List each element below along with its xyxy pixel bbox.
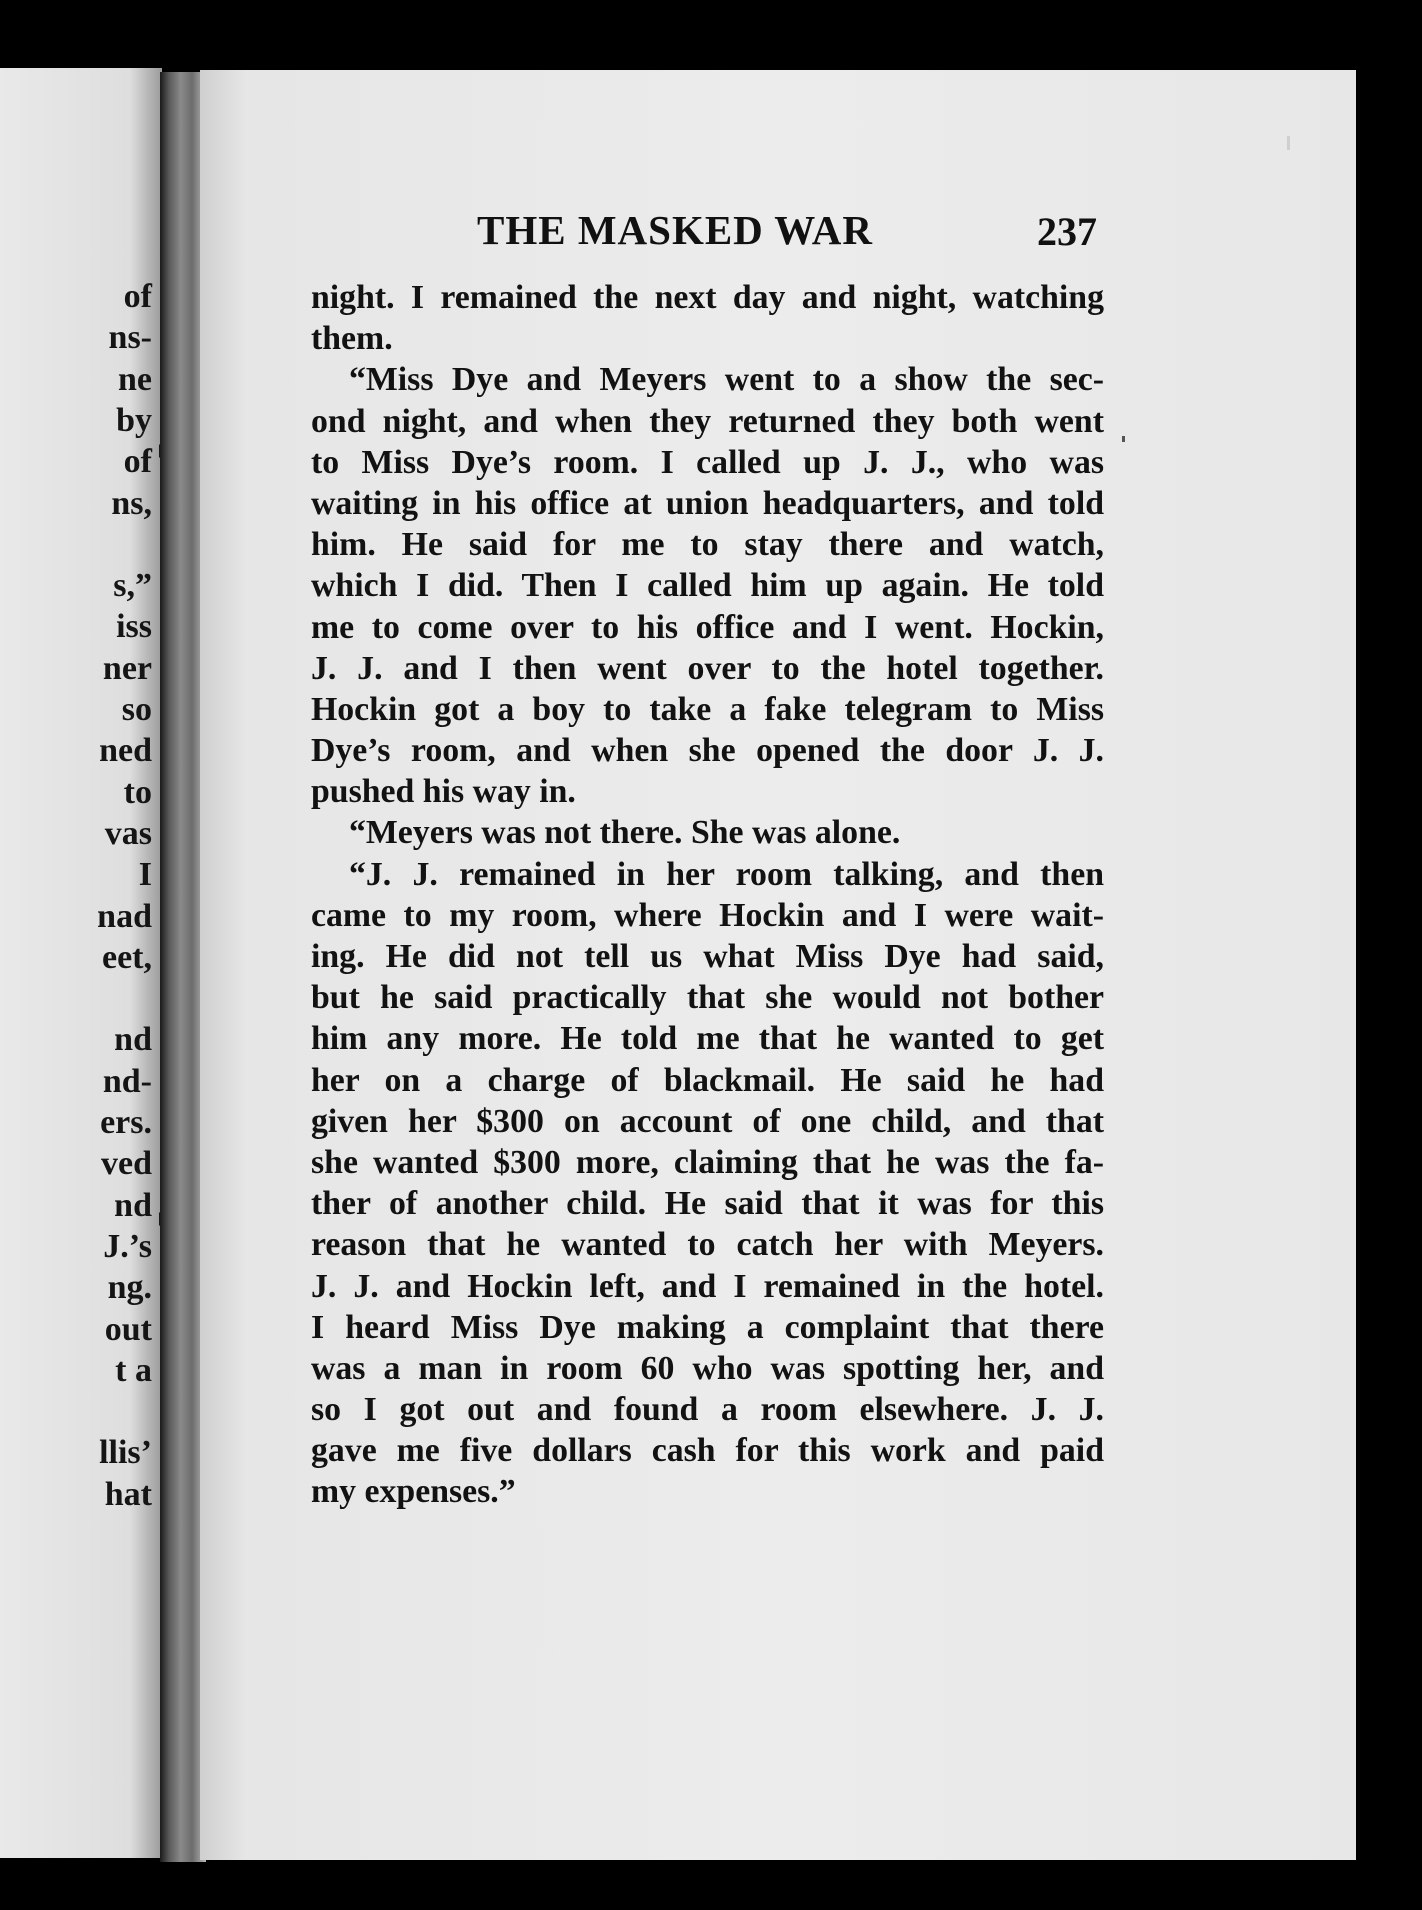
left-page-fragment: ns, [111, 484, 152, 522]
left-page-fragment: t a [115, 1351, 152, 1389]
left-page-fragment: ns- [108, 319, 152, 357]
left-page-fragment: nd [114, 1021, 152, 1059]
left-page-fragment: eet, [101, 938, 152, 976]
text-line: him. He said for me to stay there and watch, [311, 526, 1104, 564]
text-line: which I did. Then I called him up again. He told [311, 567, 1104, 605]
left-page-fragment: nad [97, 897, 152, 935]
text-line: me to come over to his office and I went. Hockin, [311, 608, 1104, 646]
text-line: my expenses.” [311, 1473, 516, 1511]
text-line: given her $300 on account of one child, and that [311, 1102, 1104, 1140]
paragraph [311, 812, 1104, 853]
left-page-fragment: ved [101, 1145, 152, 1183]
text-line: J. J. and Hockin left, and I remained in the hotel. [311, 1267, 1104, 1305]
left-page-fragment: hat [104, 1475, 152, 1513]
text-line: him any more. He told me that he wanted to get [311, 1020, 1104, 1058]
left-page-fragment: ers. [100, 1104, 152, 1141]
text-line: reason that he wanted to catch her with Meyers. [311, 1226, 1104, 1264]
left-page-fragment: iss [116, 608, 152, 646]
text-line: but he said practically that she would not bother [311, 979, 1104, 1017]
paragraph [311, 854, 1104, 1513]
left-page-fragment: nd [114, 1186, 152, 1224]
text-line: Hockin got a boy to take a fake telegram to Miss [311, 690, 1104, 728]
text-line: “Miss Dye and Meyers went to a show the sec- [349, 361, 1104, 399]
page-number: 237 [1037, 209, 1097, 254]
text-line: so I got out and found a room elsewhere. J. J. [311, 1391, 1104, 1429]
left-page-fragment: llis’ [99, 1434, 152, 1472]
left-page-fragment: out [104, 1310, 152, 1348]
left-page-fragment: ned [99, 732, 152, 770]
left-page-fragment: of [123, 443, 152, 481]
left-page-fragment: ner [102, 649, 152, 687]
text-line: her on a charge of blackmail. He said he had [311, 1061, 1104, 1099]
text-line: to Miss Dye’s room. I called up J. J., who was [311, 443, 1104, 481]
scan-speck [1287, 136, 1290, 150]
paragraph [311, 359, 1104, 812]
text-line: ther of another child. He said that it was for this [311, 1185, 1104, 1223]
text-line: I heard Miss Dye making a complaint that there [311, 1308, 1104, 1346]
left-page-fragment: I [138, 856, 152, 894]
scan-speck [1122, 436, 1125, 442]
text-line: was a man in room 60 who was spotting her, and [311, 1349, 1104, 1387]
text-line: she wanted $300 more, claiming that he was the fa- [311, 1143, 1104, 1181]
text-line: pushed his way in. [311, 773, 576, 811]
text-line: came to my room, where Hockin and I were wait- [311, 896, 1104, 934]
text-line: ing. He did not tell us what Miss Dye had said, [311, 938, 1104, 975]
left-page-fragment: vas [104, 814, 152, 852]
paragraph [311, 277, 1104, 359]
text-line: waiting in his office at union headquarters, and told [311, 484, 1104, 522]
body-text [311, 277, 1104, 1513]
left-page-fragment: by [116, 401, 152, 439]
text-line: Dye’s room, and when she opened the door J. J. [311, 732, 1104, 770]
left-page-fragment: ng. [107, 1269, 152, 1307]
left-page-edge [0, 68, 162, 1858]
text-line: gave me five dollars cash for this work and paid [311, 1432, 1104, 1470]
text-line: night. I remained the next day and night, watching [311, 279, 1104, 316]
left-page-fragment: s,” [113, 567, 152, 605]
text-line: ond night, and when they returned they both went [311, 402, 1104, 440]
left-page-fragment: J.’s [103, 1227, 152, 1265]
left-page-fragment: so [121, 691, 152, 728]
text-line: them. [311, 320, 393, 358]
left-page-fragment: to [123, 773, 152, 811]
left-page-fragment: nd- [102, 1062, 152, 1100]
left-page-fragment: ne [118, 360, 152, 398]
running-head-title: THE MASKED WAR [477, 207, 873, 253]
text-line: “Meyers was not there. She was alone. [349, 814, 901, 852]
running-head [279, 205, 1099, 265]
text-line: J. J. and I then went over to the hotel together. [311, 649, 1104, 687]
text-line: “J. J. remained in her room talking, and then [349, 855, 1104, 893]
left-page-fragment: of [123, 278, 152, 315]
